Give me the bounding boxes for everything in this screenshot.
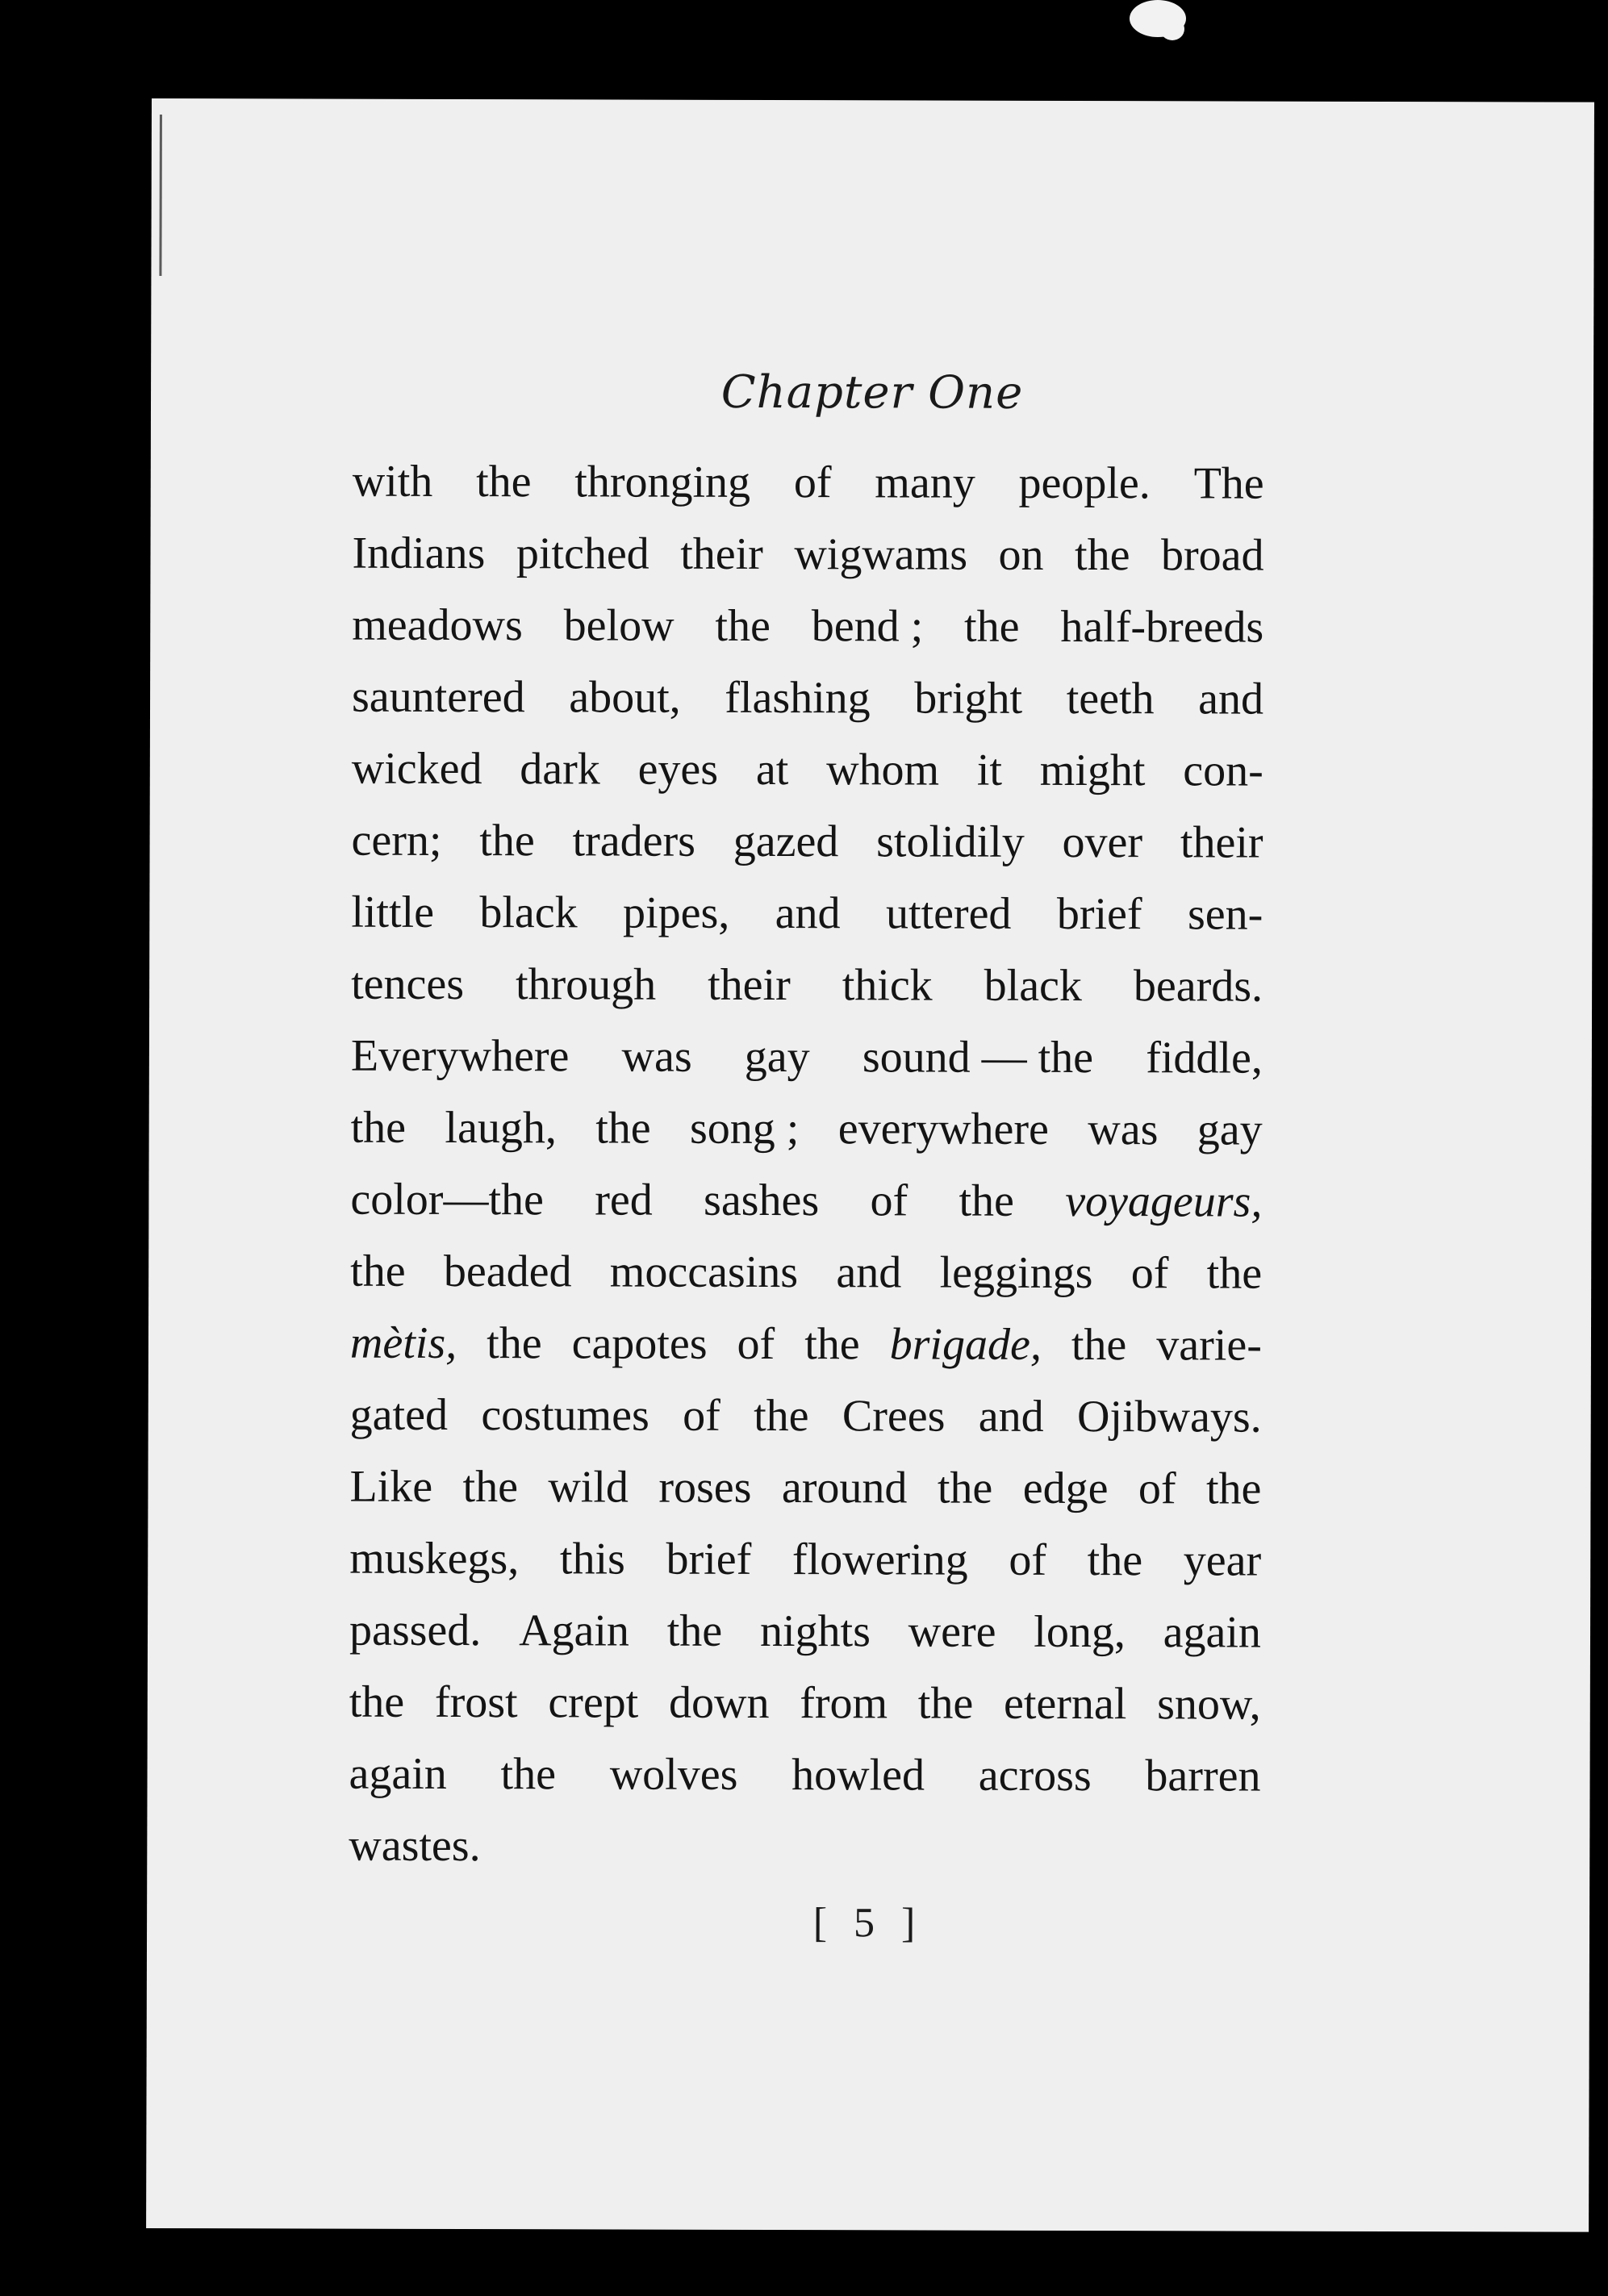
word: bright	[914, 673, 1023, 724]
word: brief	[1056, 888, 1142, 940]
word: of	[1130, 1248, 1169, 1299]
text-line	[349, 1595, 1261, 1669]
text-line	[349, 1523, 1261, 1597]
gutter-shadow	[159, 115, 162, 276]
word: thick	[842, 960, 933, 1011]
word: pitched	[516, 528, 649, 579]
text-line	[349, 1739, 1260, 1813]
word: song ;	[689, 1103, 800, 1154]
word: brigade,	[889, 1319, 1042, 1370]
word: with	[352, 456, 433, 507]
text-line	[351, 877, 1263, 951]
word: it	[976, 745, 1003, 795]
word: of	[1138, 1463, 1176, 1514]
word: again	[1163, 1607, 1262, 1658]
running-header: Chapter One	[720, 365, 1024, 420]
word: gated	[349, 1389, 449, 1440]
word: wastes.	[349, 1820, 481, 1872]
word: many	[875, 457, 975, 508]
word: edge	[1022, 1463, 1109, 1514]
word: about,	[569, 672, 681, 723]
word: The	[1193, 458, 1264, 509]
word: the	[1206, 1248, 1263, 1299]
word: teeth	[1066, 673, 1155, 724]
body-paragraph	[349, 446, 1264, 1885]
word: bend ;	[811, 601, 924, 652]
word: broad	[1160, 530, 1264, 581]
word: traders	[572, 816, 696, 866]
word: black	[984, 960, 1083, 1012]
word: dark	[520, 744, 600, 795]
word: the	[350, 1246, 406, 1296]
text-line	[350, 1380, 1262, 1454]
word: sauntered	[351, 671, 525, 723]
word: gay	[744, 1031, 810, 1083]
word: voyageurs,	[1065, 1175, 1263, 1227]
word: the	[500, 1749, 557, 1800]
page-number: [ 5 ]	[812, 1900, 924, 1947]
word: on	[998, 529, 1044, 580]
word: howled	[791, 1750, 925, 1801]
word: again	[349, 1748, 447, 1799]
word: moccasins	[609, 1246, 799, 1298]
word: the	[1087, 1535, 1143, 1586]
word: of	[793, 457, 832, 508]
word: nights	[759, 1605, 871, 1657]
word: flowering	[791, 1534, 968, 1585]
word: of	[683, 1390, 720, 1441]
word: was	[621, 1031, 692, 1082]
word: barren	[1145, 1751, 1261, 1801]
word: passed.	[349, 1605, 482, 1656]
text-line	[350, 1164, 1262, 1238]
word: the	[349, 1676, 405, 1727]
word: muskegs,	[349, 1533, 520, 1584]
word: flashing	[725, 672, 871, 724]
word: eyes	[637, 744, 719, 795]
word: the	[487, 1318, 542, 1369]
word: Like	[349, 1461, 433, 1512]
word: the	[754, 1390, 809, 1442]
word: the	[1205, 1463, 1262, 1514]
word: were	[908, 1606, 996, 1657]
word: long,	[1034, 1606, 1126, 1658]
text-line	[350, 1308, 1262, 1382]
word: across	[978, 1750, 1092, 1801]
text-line	[351, 949, 1263, 1023]
word: sashes	[704, 1175, 820, 1226]
word: Ojibways.	[1076, 1392, 1262, 1442]
word: whom	[826, 745, 940, 795]
word: was	[1088, 1104, 1159, 1155]
word: their	[680, 528, 763, 579]
scan-artifact	[1160, 18, 1184, 40]
word: roses	[658, 1462, 752, 1513]
word: the	[595, 1103, 651, 1154]
word: beards.	[1133, 961, 1263, 1012]
word: gay	[1197, 1104, 1263, 1155]
word: people.	[1018, 457, 1151, 509]
word: of	[870, 1175, 908, 1226]
word: this	[559, 1534, 625, 1584]
text-line	[351, 1092, 1263, 1167]
word: cern;	[351, 815, 442, 866]
word: wigwams	[794, 529, 968, 580]
text-line	[350, 1236, 1262, 1310]
word: fiddle,	[1146, 1033, 1263, 1083]
word: pipes,	[623, 887, 730, 938]
word: from	[800, 1678, 888, 1729]
word: wolves	[609, 1749, 738, 1800]
word: the	[1071, 1319, 1127, 1371]
word: over	[1062, 816, 1143, 868]
word: the	[963, 601, 1020, 652]
word: below	[563, 600, 675, 651]
word: down	[668, 1677, 770, 1729]
word: eternal	[1003, 1678, 1127, 1730]
word: leggings	[939, 1247, 1093, 1299]
word: through	[515, 959, 657, 1010]
word: snow,	[1157, 1679, 1261, 1730]
word: sound — the	[862, 1032, 1094, 1083]
word: Crees	[842, 1391, 946, 1442]
word: mètis,	[349, 1317, 457, 1368]
word: the	[350, 1102, 407, 1153]
word: might	[1039, 745, 1146, 796]
word: uttered	[885, 888, 1012, 939]
word: Again	[519, 1605, 630, 1656]
word: the	[804, 1319, 860, 1370]
word: Indians	[352, 528, 486, 579]
word: the	[959, 1175, 1014, 1226]
word: the	[917, 1678, 974, 1729]
word: meadows	[352, 599, 523, 651]
word: around	[781, 1463, 908, 1513]
word: stolidily	[876, 816, 1025, 867]
word: color—the	[350, 1174, 544, 1225]
word: and	[775, 888, 841, 939]
word: their	[1180, 817, 1263, 868]
word: year	[1183, 1535, 1262, 1586]
word: wicked	[351, 743, 482, 795]
word: the	[666, 1605, 723, 1656]
text-line	[349, 1667, 1261, 1741]
text-line	[353, 446, 1264, 520]
word: the	[479, 816, 535, 866]
word: and	[836, 1247, 902, 1298]
book-page	[146, 98, 1594, 2232]
text-line	[349, 1451, 1261, 1526]
word: the	[937, 1463, 993, 1513]
text-line	[351, 1021, 1263, 1095]
text-line	[352, 518, 1263, 592]
word: black	[479, 887, 578, 938]
word: half-breeds	[1060, 601, 1264, 653]
word: their	[708, 959, 791, 1011]
word: the	[1074, 529, 1130, 581]
word: crept	[548, 1677, 639, 1728]
text-line	[351, 805, 1263, 879]
word: thronging	[574, 457, 751, 507]
word: costumes	[481, 1390, 649, 1441]
word: the	[462, 1462, 519, 1513]
text-line	[352, 590, 1263, 664]
word: and	[1198, 674, 1264, 724]
word: laugh,	[445, 1102, 557, 1154]
word: Everywhere	[350, 1030, 570, 1082]
text-line	[352, 662, 1263, 736]
word: little	[351, 887, 435, 937]
word: the	[715, 600, 771, 652]
word: brief	[666, 1534, 752, 1584]
word: the	[476, 457, 532, 507]
word: tences	[351, 958, 465, 1010]
text-line	[352, 733, 1263, 808]
word: everywhere	[837, 1104, 1050, 1154]
word: red	[595, 1175, 653, 1225]
word: frost	[434, 1676, 518, 1728]
word: gazed	[733, 816, 839, 867]
word: capotes	[571, 1318, 708, 1369]
word: of	[737, 1318, 775, 1370]
word: beaded	[443, 1246, 572, 1297]
word: and	[978, 1391, 1044, 1442]
word: sen-	[1187, 889, 1263, 940]
word: at	[755, 744, 789, 795]
word: varie-	[1156, 1320, 1263, 1371]
word: con-	[1183, 745, 1263, 796]
word: wild	[548, 1462, 629, 1513]
text-line	[349, 1810, 1260, 1885]
word: of	[1009, 1534, 1047, 1585]
